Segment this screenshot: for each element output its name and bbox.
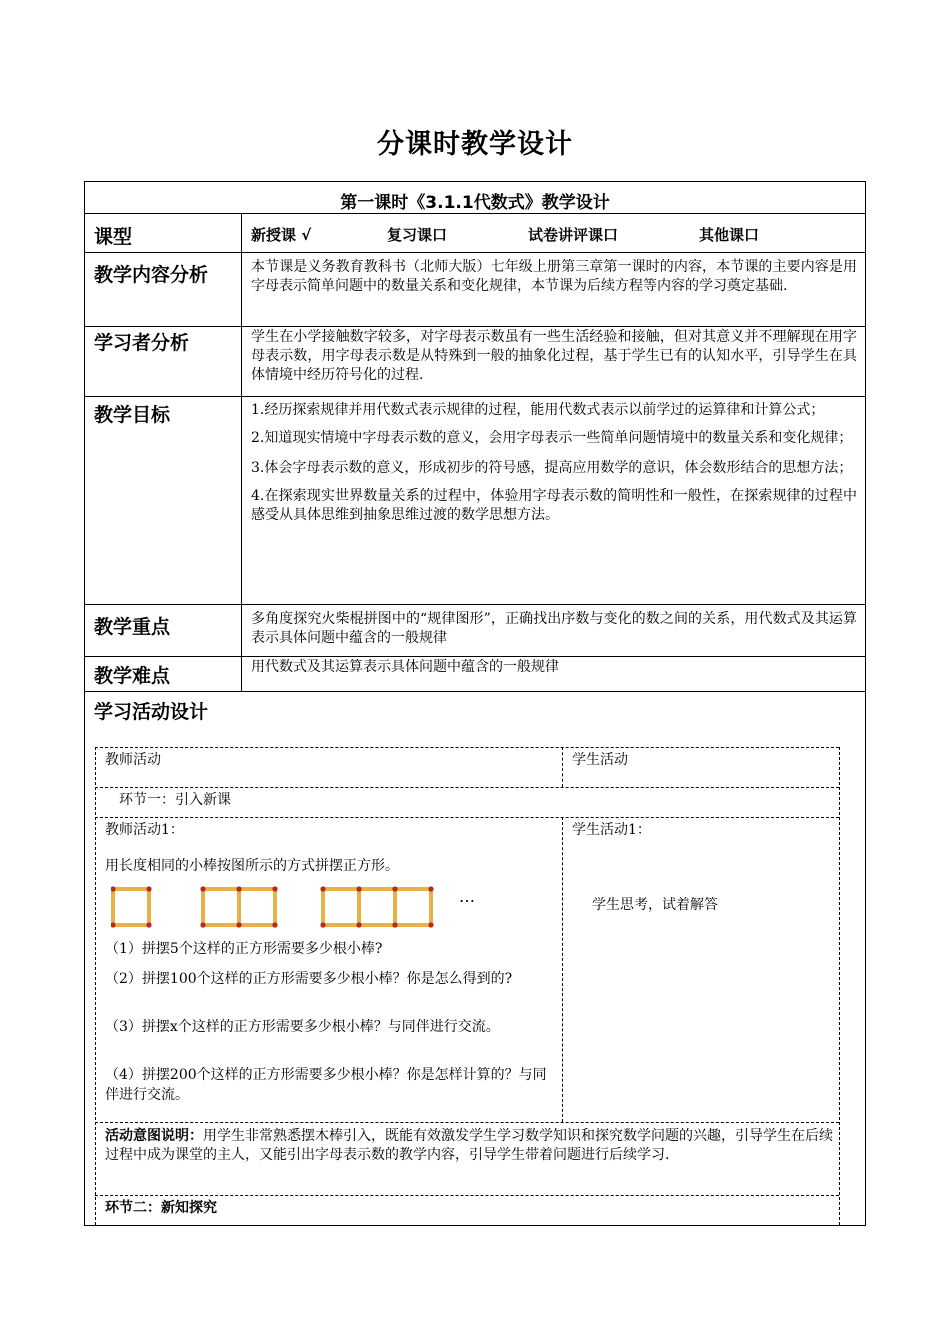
course-type-label: 课型 <box>94 226 133 248</box>
student-activity-1-label: 学生活动1： <box>572 822 651 838</box>
match-head <box>392 886 397 891</box>
learner-analysis-text: 学生在小学接触数字较多，对字母表示数虽有一些生活经验和接触，但对其意义并不理解现在用字母表示数，用字母表示数是从特殊到一般的抽象化过程，基于学生已有的认知水平，引导学生在具体情境中经历符号化的过程. <box>251 329 857 383</box>
match-head <box>146 886 151 891</box>
activity-intent <box>105 1127 833 1165</box>
learner-analysis-label: 学习者分析 <box>94 332 190 354</box>
match-head <box>236 922 241 927</box>
match-head <box>320 886 325 891</box>
intro-text: 用长度相同的小棒按图所示的方式拼摆正方形。 <box>105 858 399 874</box>
type-exam-review: 试卷讲评课口 <box>528 226 619 244</box>
type-new-lesson: 新授课 √ <box>251 226 312 244</box>
student-response: 学生思考，试着解答 <box>592 897 718 913</box>
lesson-title: 第一课时《3.1.1代数式》教学设计 <box>340 193 610 213</box>
goal-item: 4.在探索现实世界数量关系的过程中，体验用字母表示数的简明性和一般性，在探索规律的过程中感受从具体思维到抽象思维过渡的数学思想方法。 <box>251 488 857 523</box>
goal-item: 2.知道现实情境中字母表示数的意义，会用字母表示一些简单问题情境中的数量关系和变化规律； <box>251 430 853 446</box>
match-head <box>428 922 433 927</box>
type-other: 其他课口 <box>699 226 760 244</box>
match-head <box>356 922 361 927</box>
type-review: 复习课口 <box>387 226 448 244</box>
question-item: （4）拼摆200个这样的正方形需要多少根小棒？你是怎样计算的？与同伴进行交流。 <box>105 1067 547 1103</box>
document-title: 分课时教学设计 <box>377 129 573 160</box>
content-analysis-label: 教学内容分析 <box>94 264 209 286</box>
difficulties-label: 教学难点 <box>94 665 171 687</box>
teacher-activity-header: 教师活动 <box>105 752 161 768</box>
question-item: （2）拼摆100个这样的正方形需要多少根小棒？你是怎么得到的? <box>105 971 513 987</box>
activity-intent-text: 用学生非常熟悉摆木棒引入，既能有效激发学生学习数学知识和探究数学问题的兴趣，引导学生在后续过程中成为课堂的主人，又能引出字母表示数的教学内容，引导学生带着问题进行后续学习. <box>105 1128 833 1163</box>
match-head <box>320 922 325 927</box>
content-analysis-text: 本节课是义务教育教科书（北师大版）七年级上册第三章第一课时的内容，本节课的主要内容是用字母表示简单问题中的数量关系和变化规律，本节课为后续方程等内容的学习奠定基础. <box>251 259 857 294</box>
goals-list <box>251 398 857 532</box>
match-head <box>146 922 151 927</box>
goal-item: 1.经历探索规律并用代数式表示规律的过程，能用代数式表示以前学过的运算律和计算公式； <box>251 402 825 418</box>
match-head <box>392 922 397 927</box>
goal-item: 3.体会字母表示数的意义，形成初步的符号感，提高应用数学的意识，体会数形结合的思想方法； <box>251 460 853 476</box>
match-head <box>200 922 205 927</box>
ellipsis: … <box>459 887 475 906</box>
question-item: （1）拼摆5个这样的正方形需要多少根小棒? <box>105 941 383 957</box>
activity-intent-label: 活动意图说明： <box>105 1128 203 1144</box>
activity-table <box>95 747 839 1225</box>
activity-design-label: 学习活动设计 <box>94 701 209 723</box>
key-points-text: 多角度探究火柴棍拼图中的“规律图形”，正确找出序数与变化的数之间的关系，用代数式及其运算表示具体问题中蕴含的一般规律 <box>251 611 857 646</box>
lesson-design-table <box>84 181 866 1226</box>
match-head <box>356 886 361 891</box>
difficulties-text: 用代数式及其运算表示具体问题中蕴含的一般规律 <box>251 659 559 675</box>
match-head <box>200 886 205 891</box>
section-two-title: 环节二：新知探究 <box>105 1200 217 1216</box>
matchstick-squares-figure <box>111 885 471 931</box>
question-item: （3）拼摆x个这样的正方形需要多少根小棒？与同伴进行交流。 <box>105 1019 500 1035</box>
match-head <box>236 886 241 891</box>
student-activity-header: 学生活动 <box>572 752 628 768</box>
match-head <box>272 886 277 891</box>
section-one-title: 环节一：引入新课 <box>119 792 231 808</box>
teacher-activity-1-label: 教师活动1： <box>105 822 184 838</box>
match-head <box>428 886 433 891</box>
match-head <box>272 922 277 927</box>
goals-label: 教学目标 <box>94 404 171 426</box>
key-points-label: 教学重点 <box>94 616 171 638</box>
